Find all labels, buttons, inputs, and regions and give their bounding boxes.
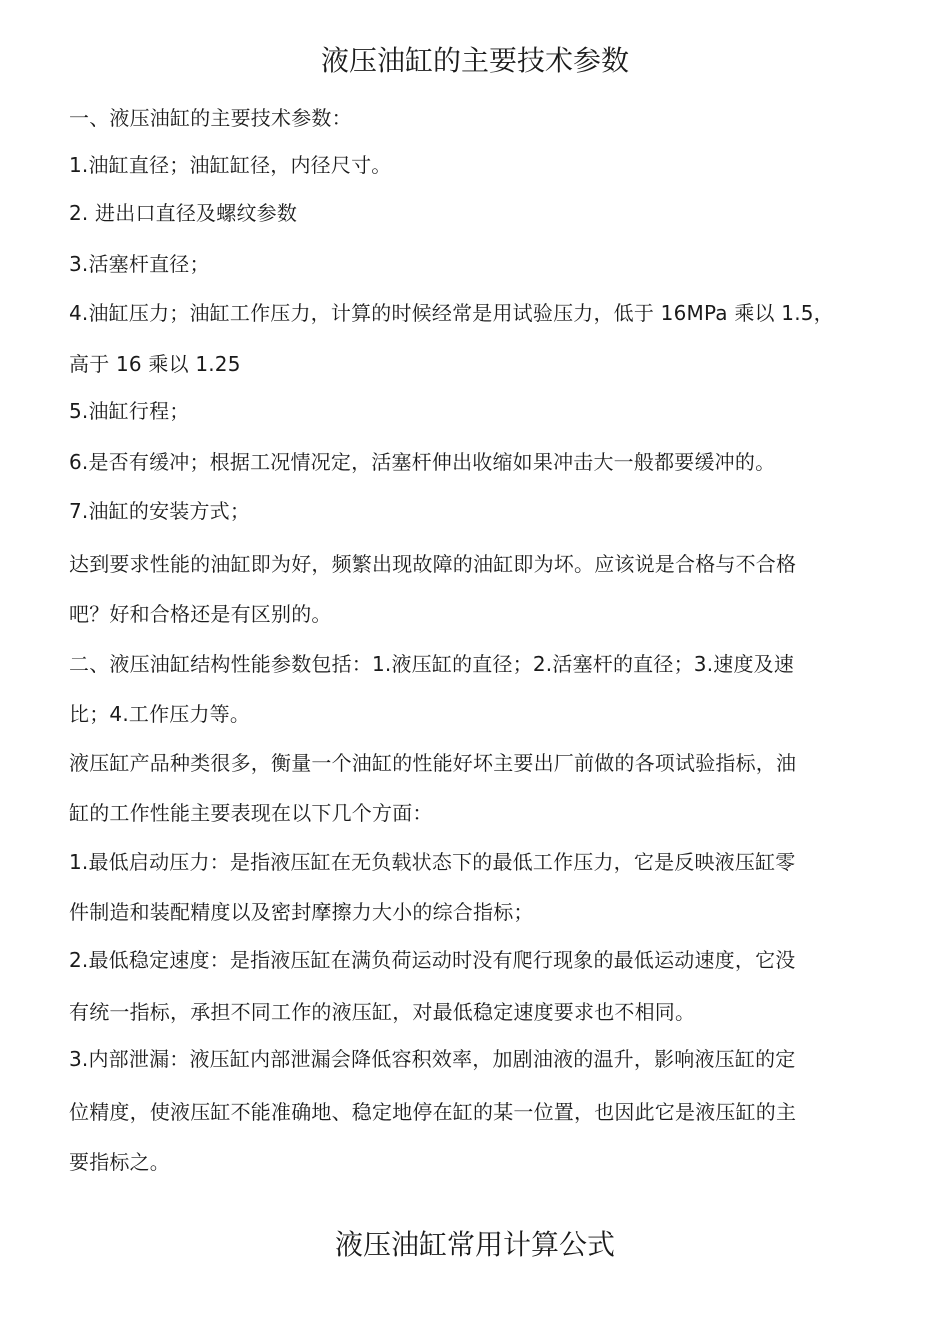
text-line: 2. 进出口直径及螺纹参数 — [69, 201, 298, 225]
text-line: 6.是否有缓冲；根据工况情况定，活塞杆伸出收缩如果冲击大一般都要缓冲的。 — [69, 450, 776, 474]
text-line: 二、液压油缸结构性能参数包括：1.液压缸的直径；2.活塞杆的直径；3.速度及速 — [69, 652, 795, 676]
text-line: 要指标之。 — [69, 1150, 170, 1174]
text-line: 有统一指标，承担不同工作的液压缸，对最低稳定速度要求也不相同。 — [69, 1000, 696, 1024]
text-line: 3.活塞杆直径； — [69, 252, 210, 276]
page-title: 液压油缸的主要技术参数 — [320, 44, 629, 77]
text-line: 达到要求性能的油缸即为好，频繁出现故障的油缸即为坏。应该说是合格与不合格 — [69, 552, 797, 576]
text-line: 1.油缸直径；油缸缸径，内径尺寸。 — [69, 153, 392, 177]
text-line: 1.最低启动压力：是指液压缸在无负载状态下的最低工作压力，它是反映液压缸零 — [69, 850, 796, 874]
text-line: 5.油缸行程； — [69, 399, 190, 423]
text-line: 一、液压油缸的主要技术参数： — [69, 106, 352, 130]
text-line: 位精度，使液压缸不能准确地、稳定地停在缸的某一位置，也因此它是液压缸的主 — [69, 1100, 797, 1124]
text-line: 3.内部泄漏：液压缸内部泄漏会降低容积效率，加剧油液的温升，影响液压缸的定 — [69, 1047, 796, 1071]
text-line: 比；4.工作压力等。 — [69, 702, 251, 726]
section-title: 液压油缸常用计算公式 — [334, 1228, 615, 1261]
text-line: 件制造和装配精度以及密封摩擦力大小的综合指标； — [69, 900, 534, 924]
text-line: 液压缸产品种类很多，衡量一个油缸的性能好坏主要出厂前做的各项试验指标，油 — [69, 751, 797, 775]
text-line: 4.油缸压力；油缸工作压力，计算的时候经常是用试验压力，低于 16MPa 乘以 1.5， — [69, 301, 834, 325]
text-line: 高于 16 乘以 1.25 — [69, 352, 241, 376]
text-line: 7.油缸的安装方式； — [69, 499, 251, 523]
text-line: 缸的工作性能主要表现在以下几个方面： — [69, 801, 433, 825]
text-line: 吧？好和合格还是有区别的。 — [69, 602, 332, 626]
text-line: 2.最低稳定速度：是指液压缸在满负荷运动时没有爬行现象的最低运动速度，它没 — [69, 948, 796, 972]
